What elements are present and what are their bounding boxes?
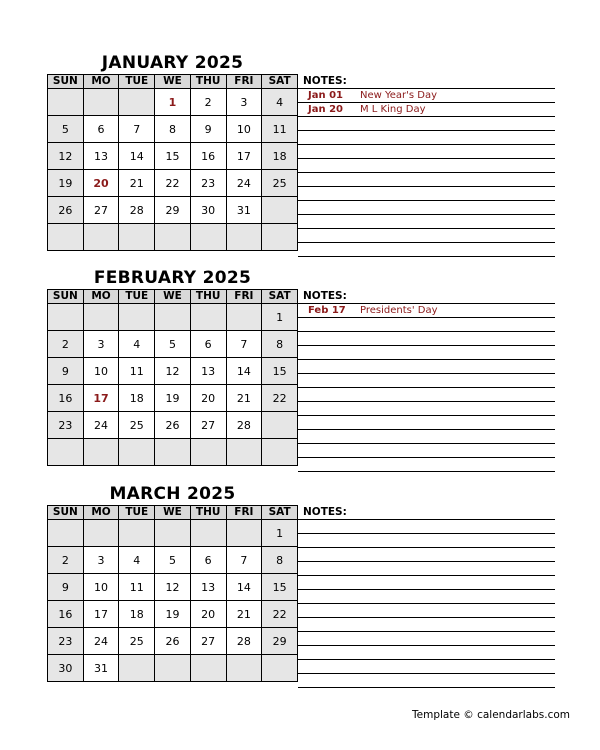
day-cell: 18 [119,601,155,628]
day-cell: 8 [262,547,298,574]
notes-line [298,103,555,117]
day-cell [155,439,191,466]
notes-line [298,590,555,604]
day-cell: 6 [190,331,226,358]
week-row [48,412,298,439]
month-title: JANUARY 2025 [101,53,244,73]
day-cell: 24 [226,170,262,197]
notes-line [298,131,555,145]
day-cell: 19 [155,385,191,412]
week-row [48,116,298,143]
day-cell: 7 [226,547,262,574]
notes-line [298,243,555,257]
day-header: FRI [226,506,262,520]
holiday-name: Presidents' Day [360,305,438,316]
day-header: SAT [262,290,298,304]
day-cell [155,304,191,331]
day-cell: 27 [83,197,119,224]
day-cell: 19 [155,601,191,628]
day-cell: 21 [119,170,155,197]
day-cell: 14 [119,143,155,170]
day-cell: 22 [262,601,298,628]
day-cell: 19 [48,170,84,197]
week-row [48,170,298,197]
notes-line [298,430,555,444]
day-cell: 26 [48,197,84,224]
day-cell: 3 [226,89,262,116]
day-cell: 11 [119,574,155,601]
day-cell [48,89,84,116]
day-header: TUE [119,506,155,520]
day-cell [262,412,298,439]
week-row [48,197,298,224]
week-row [48,331,298,358]
day-cell: 27 [190,628,226,655]
notes-label: NOTES: [298,74,555,89]
day-header: SUN [48,506,84,520]
day-cell [83,89,119,116]
day-cell: 8 [155,116,191,143]
day-header: WE [155,75,191,89]
notes-panel [298,505,555,688]
month-grid [47,74,298,251]
week-row [48,224,298,251]
notes-line [298,520,555,534]
holiday-name: M L King Day [360,104,426,115]
notes-line [298,332,555,346]
day-cell [226,655,262,682]
day-cell: 21 [226,601,262,628]
day-cell: 11 [262,116,298,143]
week-row [48,628,298,655]
notes-line [298,548,555,562]
month-grid [47,289,298,466]
day-header: MO [83,506,119,520]
day-cell: 9 [190,116,226,143]
day-cell [119,89,155,116]
day-cell: 17 [83,601,119,628]
footer-credit: Template © calendarlabs.com [412,709,570,721]
week-row [48,520,298,547]
day-cell: 5 [155,331,191,358]
day-header: THU [190,290,226,304]
day-cell [83,520,119,547]
day-cell: 31 [226,197,262,224]
day-cell: 24 [83,412,119,439]
day-cell: 10 [83,574,119,601]
day-cell: 29 [262,628,298,655]
day-cell [262,655,298,682]
day-cell: 3 [83,547,119,574]
notes-line [298,402,555,416]
week-row [48,547,298,574]
notes-line [298,117,555,131]
month-title: MARCH 2025 [109,484,236,504]
day-cell: 9 [48,574,84,601]
day-cell: 30 [48,655,84,682]
day-cell: 14 [226,358,262,385]
day-header: FRI [226,290,262,304]
day-cell: 11 [119,358,155,385]
day-cell: 25 [262,170,298,197]
day-cell [262,439,298,466]
day-cell: 16 [48,601,84,628]
week-row [48,655,298,682]
day-cell: 31 [83,655,119,682]
notes-line [298,173,555,187]
day-cell: 28 [119,197,155,224]
day-cell: 2 [190,89,226,116]
week-row [48,574,298,601]
month-grid [47,505,298,682]
day-cell: 21 [226,385,262,412]
day-cell: 1 [155,89,191,116]
notes-line [298,534,555,548]
day-cell: 13 [190,574,226,601]
day-cell: 15 [262,358,298,385]
day-cell: 23 [190,170,226,197]
day-cell: 10 [226,116,262,143]
day-cell: 20 [190,385,226,412]
notes-label: NOTES: [298,505,555,520]
day-cell [83,224,119,251]
notes-line [298,215,555,229]
notes-panel [298,74,555,257]
day-cell: 23 [48,412,84,439]
day-cell: 25 [119,628,155,655]
day-cell: 20 [83,170,119,197]
day-cell: 29 [155,197,191,224]
day-cell: 12 [155,358,191,385]
notes-line [298,416,555,430]
holiday-date: Feb 17 [308,305,346,316]
notes-line [298,646,555,660]
day-cell: 16 [48,385,84,412]
day-cell [119,304,155,331]
day-cell: 23 [48,628,84,655]
day-cell: 24 [83,628,119,655]
day-cell: 26 [155,628,191,655]
day-header: SAT [262,75,298,89]
week-row [48,304,298,331]
notes-line [298,388,555,402]
day-cell: 7 [226,331,262,358]
day-cell: 14 [226,574,262,601]
notes-line [298,187,555,201]
day-cell [262,224,298,251]
day-cell: 4 [119,547,155,574]
day-cell: 8 [262,331,298,358]
day-cell: 9 [48,358,84,385]
holiday-date: Jan 20 [308,104,343,115]
day-header: TUE [119,290,155,304]
day-cell: 4 [262,89,298,116]
notes-line [298,444,555,458]
notes-line [298,374,555,388]
day-cell: 1 [262,304,298,331]
day-cell [190,655,226,682]
day-header: THU [190,75,226,89]
day-cell: 17 [83,385,119,412]
day-cell [83,439,119,466]
day-cell [226,439,262,466]
holiday-name: New Year's Day [360,90,438,101]
day-header: FRI [226,75,262,89]
day-cell: 10 [83,358,119,385]
day-cell [119,655,155,682]
day-cell: 5 [155,547,191,574]
notes-line [298,562,555,576]
notes-line [298,618,555,632]
notes-line [298,145,555,159]
day-cell: 7 [119,116,155,143]
day-cell [48,304,84,331]
day-cell: 2 [48,331,84,358]
month-title: FEBRUARY 2025 [93,268,252,288]
week-row [48,601,298,628]
day-cell: 22 [262,385,298,412]
day-cell [155,224,191,251]
day-cell: 28 [226,412,262,439]
notes-line [298,201,555,215]
day-cell: 13 [190,358,226,385]
day-cell [226,224,262,251]
day-cell [155,655,191,682]
day-cell: 12 [48,143,84,170]
day-cell [119,224,155,251]
day-header: WE [155,290,191,304]
day-cell [190,439,226,466]
day-cell [48,439,84,466]
day-cell [226,304,262,331]
day-cell: 16 [190,143,226,170]
day-cell: 18 [262,143,298,170]
day-cell: 13 [83,143,119,170]
notes-line [298,159,555,173]
day-header: WE [155,506,191,520]
notes-line [298,229,555,243]
notes-line [298,604,555,618]
day-cell: 12 [155,574,191,601]
day-cell [190,520,226,547]
day-cell [83,304,119,331]
day-cell: 18 [119,385,155,412]
notes-line [298,89,555,103]
day-cell: 20 [190,601,226,628]
day-cell [48,224,84,251]
notes-line [298,576,555,590]
day-header: THU [190,506,226,520]
holiday-date: Jan 01 [308,90,343,101]
day-header: SAT [262,506,298,520]
day-cell: 17 [226,143,262,170]
day-cell: 6 [83,116,119,143]
notes-line [298,660,555,674]
notes-label: NOTES: [298,289,555,304]
day-cell [226,520,262,547]
notes-line [298,318,555,332]
day-cell: 2 [48,547,84,574]
day-cell: 30 [190,197,226,224]
week-row [48,439,298,466]
day-cell [119,439,155,466]
day-cell: 15 [155,143,191,170]
day-cell: 15 [262,574,298,601]
day-cell: 26 [155,412,191,439]
week-row [48,358,298,385]
notes-line [298,458,555,472]
day-header: SUN [48,290,84,304]
day-cell: 4 [119,331,155,358]
notes-line [298,674,555,688]
day-cell [48,520,84,547]
day-cell: 6 [190,547,226,574]
notes-line [298,346,555,360]
day-header: MO [83,290,119,304]
day-header: TUE [119,75,155,89]
day-cell: 1 [262,520,298,547]
week-row [48,89,298,116]
day-cell: 22 [155,170,191,197]
day-cell [190,304,226,331]
notes-line [298,632,555,646]
notes-line [298,304,555,318]
day-cell: 27 [190,412,226,439]
day-cell: 25 [119,412,155,439]
week-row [48,385,298,412]
day-cell [119,520,155,547]
day-cell [262,197,298,224]
day-cell: 28 [226,628,262,655]
day-header: MO [83,75,119,89]
day-cell: 3 [83,331,119,358]
day-cell: 5 [48,116,84,143]
day-cell [190,224,226,251]
notes-panel [298,289,555,472]
notes-line [298,360,555,374]
day-cell [155,520,191,547]
week-row [48,143,298,170]
day-header: SUN [48,75,84,89]
